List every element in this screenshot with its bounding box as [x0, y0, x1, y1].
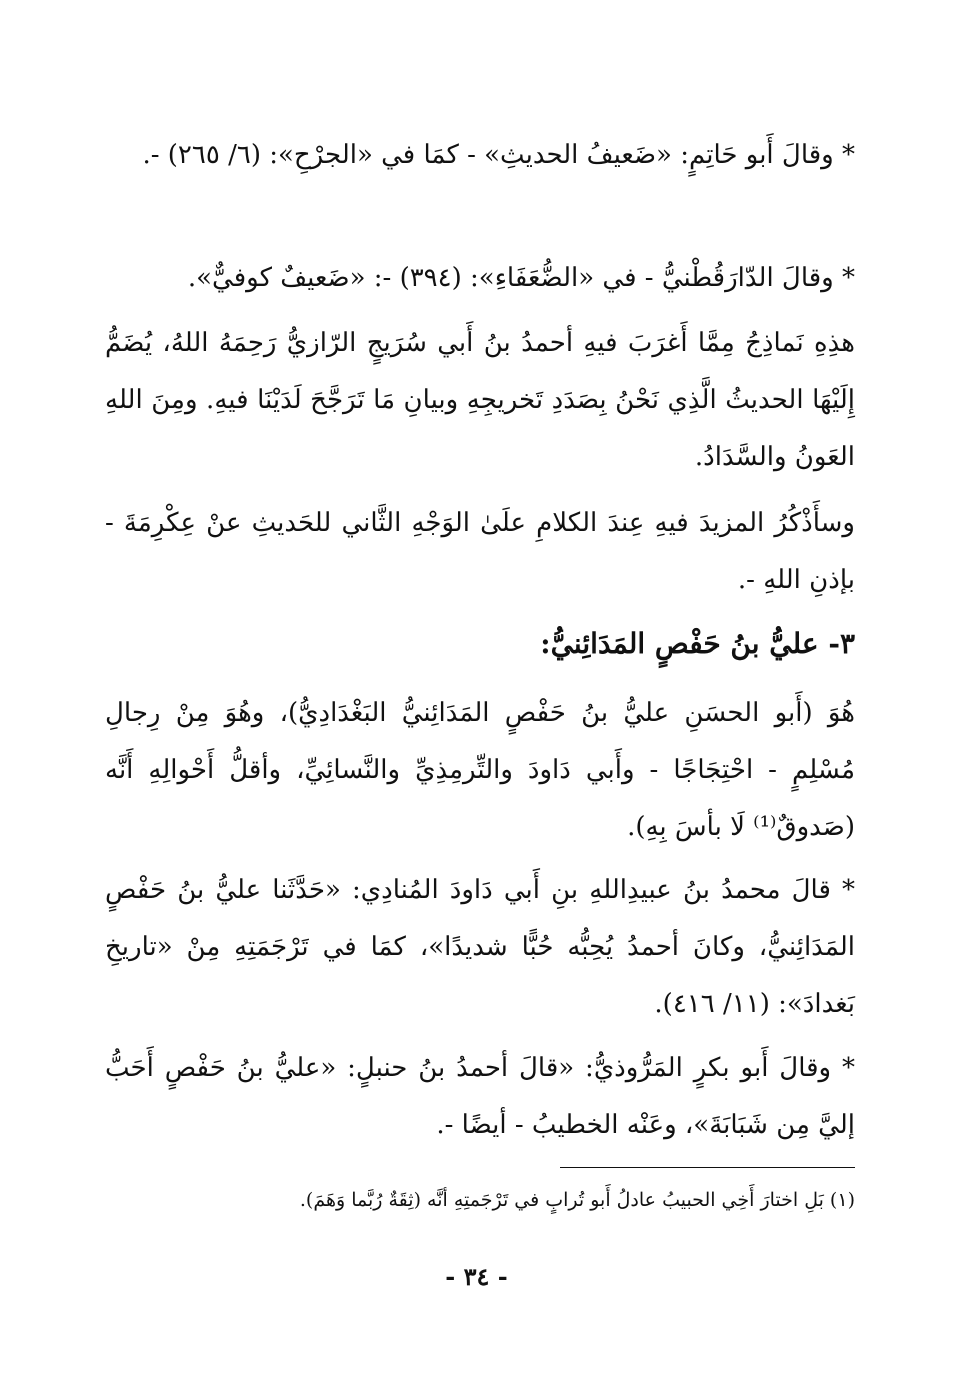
- section-heading: ٣- عليُّ بنُ حَفْصٍ المَدَائِنيُّ:: [540, 627, 855, 660]
- paragraph-munadi: * قالَ محمدُ بنُ عبيدِاللهِ بنِ أَبي دَاودَ المُنادِي: «حَدَّثَنا عليُّ بنُ حَفْصٍ المَدَائِنيُّ، وكانَ أحمدُ يُحِبُّه حُبًّا شديدًا»، كمَا في تَرْجَمَتِهِ مِنْ «تاريخِ بَغدادَ»: (١١/ ٤١٦).: [105, 875, 855, 1019]
- paragraph-ikrimah: وسأَذْكُرُ المزيدَ فيهِ عِندَ الكلامِ علَىٰ الوَجْهِ الثَّاني للحَديثِ عنْ عِكْرِمَةَ - بإذنِ اللهِ -.: [105, 508, 855, 595]
- paragraph-examples: هذِهِ نَماذِجُ مِمَّا أَغرَبَ فيهِ أحمدُ بنُ أَبي سُرَيجٍ الرّازيُّ رَحِمَهُ اللهُ، يُضَمُّ إِلَيْهَا الحديثُ الَّذِي نَحْنُ بِصَدَدِ تَخريجِهِ وبيانِ مَا تَرَجَّحَ لَدَيْنَا فيهِ. ومِنَ اللهِ العَونُ والسَّدَادُ.: [105, 328, 855, 472]
- paragraph-abu-hatim: * وقالَ أَبو حَاتِمٍ: «ضَعيفُ الحديثِ» - كمَا في «الجرْحِ»: (٦/ ٢٦٥) -.: [142, 140, 855, 170]
- paragraph-daraqutni: * وقالَ الدّارَقُطْنيُّ - في «الضُّعَفَاءِ»: (٣٩٤) -: «ضَعيفٌ كوفيٌّ».: [187, 263, 855, 293]
- paragraph-ali-bin-hafs: هُوَ (أَبو الحسَنِ عليُّ بنُ حَفْصٍ المَدَائِنيُّ البَغْدَادِيُّ)، وهُوَ مِنْ رِجالِ مُسْلِمٍ - احْتِجَاجًا - وأَبي دَاودَ والتِّرمِذِيِّ والنَّسائِيِّ، وأقلُّ أَحْوالِهِ أَنَّه (صَدوقٌ⁽¹⁾ لَا بأسَ بِهِ).: [105, 698, 855, 842]
- paragraph-marrudhi: * وقالَ أَبو بكرٍ المَرُّوذيُّ: «قالَ أحمدُ بنُ حنبلٍ: «عليُّ بنُ حَفْصٍ أَحَبُّ إليَّ مِن شَبَابَةَ»، وعَنْه الخطيبُ - أيضًا -.: [105, 1053, 855, 1140]
- footnote: (١) بَلِ اختارَ أَخِي الحبيبُ عادلُ أَبو تُرابٍ في تَرْجَمتِهِ أنَّه (ثِقَةٌ رُبَّما وَهَمَ).: [299, 1189, 855, 1211]
- page-number: - ٣٤ -: [445, 1262, 508, 1291]
- footnote-divider: [560, 1167, 855, 1168]
